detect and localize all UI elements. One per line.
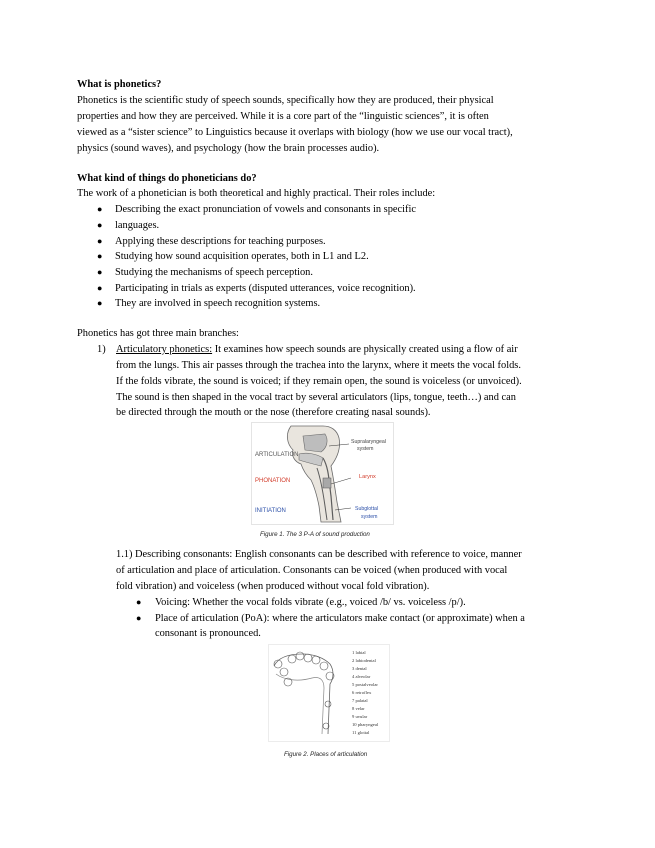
list-item: Studying how sound acquisition operates, both in L1 and L2. [115,251,369,262]
list-number: 1) [97,344,106,355]
heading-number: 1.1) [116,549,133,560]
bullet-icon: ● [97,298,103,308]
larynx-shape [323,478,331,488]
label-subglottal: Subglottal [355,506,379,512]
label-subglottal-system: system [361,514,378,520]
legend-item: 9 uvular [352,714,368,719]
paragraph-text: Describing consonants: English consonants can be described with reference to voice, manner [132,549,522,560]
bullet-icon: ● [97,236,103,246]
legend-item: 3 dental [352,666,367,671]
heading-phoneticians: What kind of things do phoneticians do? [77,173,257,184]
label-system: system [357,446,374,452]
legend-item: 6 retroflex [352,690,372,695]
list-item: Participating in trials as experts (disputed utterances, voice recognition). [115,283,416,294]
bullet-icon: ● [97,283,103,293]
bullet-icon: ● [97,251,103,261]
bullet-icon: ● [136,613,142,623]
nasal-cavity-shape [303,434,327,452]
list-item: Voicing: Whether the vocal folds vibrate (e.g., voiced /b/ vs. voiceless /p/). [155,597,466,608]
bullet-icon: ● [97,220,103,230]
legend-item: 1 labial [352,650,366,655]
paragraph-line: from the lungs. This air passes through the trachea into the larynx, where it meets the vocal folds. [116,360,521,371]
paragraph-line: viewed as a “sister science” to Linguistics because it overlaps with biology (how we use our vocal tract), [77,127,513,138]
paragraph-line: The sound is then shaped in the vocal tract by several articulators (lips, tongue, teeth…) and can [116,392,516,403]
figure2-caption: Figure 2. Places of articulation [284,751,368,758]
paragraph-line: properties and how they are perceived. While it is a core part of the “linguistic sciences”, it is often [77,111,489,122]
label-initiation: INITIATION [255,508,286,514]
label-larynx: Larynx [359,474,376,480]
figure-places-of-articulation [268,644,390,742]
heading-describing-consonants [116,548,522,561]
paragraph-line: physics (sound waves), and psychology (how the brain processes audio). [77,143,380,154]
bullet-icon: ● [136,597,142,607]
paragraph-line: Phonetics has got three main branches: [77,328,239,339]
figure1-caption: Figure 1. The 3 P-A of sound production [260,531,370,538]
legend-item: 2 labiodental [352,658,376,663]
paragraph-line: The work of a phonetician is both theoretical and highly practical. Their roles include: [77,188,436,199]
legend-item: 11 glottal [352,730,370,735]
list-item-continuation: consonant is pronounced. [155,628,261,639]
legend-item: 8 velar [352,706,365,711]
paragraph-text: It examines how speech sounds are physically created using a flow of air [212,344,518,355]
legend-item: 10 pharyngeal [352,722,379,727]
list-item: They are involved in speech recognition systems. [115,298,321,309]
paragraph-line: be directed through the mouth or the nose (therefore creating nasal sounds). [116,407,431,418]
paragraph-line: Phonetics is the scientific study of speech sounds, specifically how they are produced, their physical [77,95,494,106]
bullet-icon: ● [97,267,103,277]
label-articulation: ARTICULATION [255,452,299,458]
list-item: Applying these descriptions for teaching purposes. [115,236,326,247]
paragraph-line: fold vibration) and voiceless (when produced without vocal fold vibration). [116,581,430,592]
paragraph-line: If the folds vibrate, the sound is voiced; if they remain open, the sound is voiceless (or unvoiced). [116,376,522,387]
legend-item: 5 postalveolar [352,682,378,687]
list-item: languages. [115,220,160,231]
figure-sound-production [251,422,394,525]
label-phonation: PHONATION [255,478,291,484]
heading-what-is-phonetics: What is phonetics? [77,79,162,90]
term-articulatory-phonetics: Articulatory phonetics: [116,344,213,355]
list-item-articulatory [116,343,518,356]
paragraph-line: of articulation and place of articulation. Consonants can be voiced (when produced with vocal [116,565,508,576]
legend-item: 4 alveolar [352,674,371,679]
list-item: Describing the exact pronunciation of vowels and consonants in specific [115,204,416,215]
bullet-icon: ● [97,204,103,214]
list-item: Place of articulation (PoA): where the articulators make contact (or approximate) when a [155,613,525,624]
label-supralaryngeal: Supralaryngeal [351,439,386,445]
list-item: Studying the mechanisms of speech perception. [115,267,313,278]
legend-item: 7 palatal [352,698,368,703]
